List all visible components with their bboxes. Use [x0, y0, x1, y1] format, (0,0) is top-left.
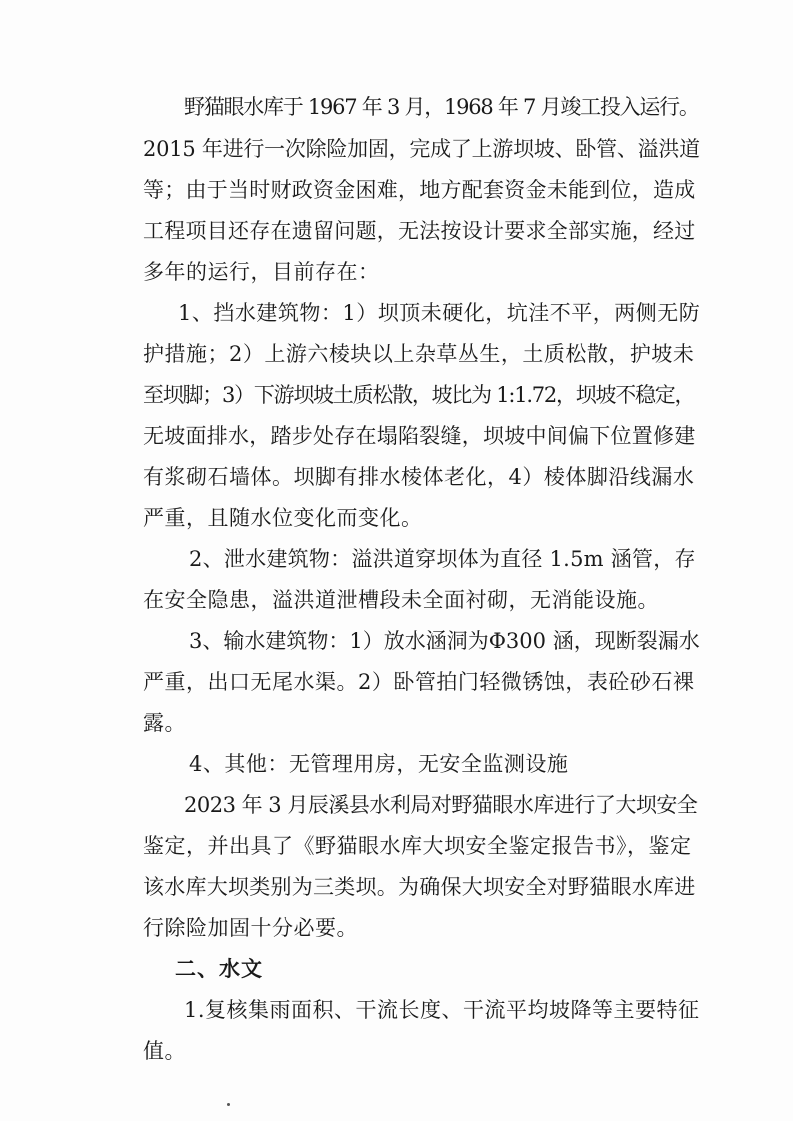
paragraph-line: 无坡面排水，踏步处存在塌陷裂缝，坝坡中间偏下位置修建: [143, 424, 696, 448]
paragraph-line: 2015 年进行一次除险加固，完成了上游坝坡、卧管、溢洪道: [143, 137, 700, 161]
paragraph-line: 行除险加固十分必要。: [143, 916, 358, 940]
paragraph-line: 2023 年 3 月辰溪县水利局对野猫眼水库进行了大坝安全: [184, 793, 698, 817]
paragraph-line: 4、其他：无管理用房，无安全监测设施: [189, 752, 569, 776]
paragraph-line: 有浆砌石墙体。坝脚有排水棱体老化，4）棱体脚沿线漏水: [143, 465, 695, 489]
paragraph-line: 工程项目还存在遗留问题，无法按设计要求全部实施，经过: [143, 219, 696, 243]
paragraph-line: 多年的运行，目前存在：: [143, 260, 380, 284]
paragraph-line: 在安全隐患，溢洪道泄槽段未全面衬砌，无消能设施。: [143, 588, 659, 612]
paragraph-line: 露。: [143, 711, 186, 735]
paragraph-line: 等；由于当时财政资金困难，地方配套资金未能到位，造成: [143, 178, 696, 202]
paragraph-line: 鉴定，并出具了《野猫眼水库大坝安全鉴定报告书》，鉴定: [143, 834, 692, 858]
paragraph-line: 严重，且随水位变化而变化。: [143, 506, 423, 530]
paragraph-line: 野猫眼水库于 1967 年 3 月，1968 年 7 月竣工投入运行。: [184, 95, 699, 119]
scan-speck: [227, 1103, 230, 1106]
paragraph-line: 严重，出口无尾水渠。2）卧管拍门轻微锈蚀，表砼砂石裸: [143, 670, 695, 694]
paragraph-line: 2、泄水建筑物：溢洪道穿坝体为直径 1.5m 涵管，存: [189, 547, 696, 571]
paragraph-line: 至坝脚；3）下游坝坡土质松散，坡比为 1:1.72，坝坡不稳定，: [143, 383, 695, 407]
section-heading: 二、水文: [175, 957, 263, 981]
paragraph-line: 值。: [143, 1039, 186, 1063]
paragraph-line: 1、挡水建筑物：1）坝顶未硬化，坑洼不平，两侧无防: [178, 301, 701, 325]
paragraph-line: 该水库大坝类别为三类坝。为确保大坝安全对野猫眼水库进: [143, 875, 696, 899]
paragraph-line: 护措施；2）上游六棱块以上杂草丛生，土质松散，护坡未: [143, 342, 695, 366]
paragraph-line: 1.复核集雨面积、干流长度、干流平均坡降等主要特征: [184, 998, 700, 1022]
paragraph-line: 3、输水建筑物：1）放水涵洞为Φ300 涵，现断裂漏水: [189, 629, 700, 653]
